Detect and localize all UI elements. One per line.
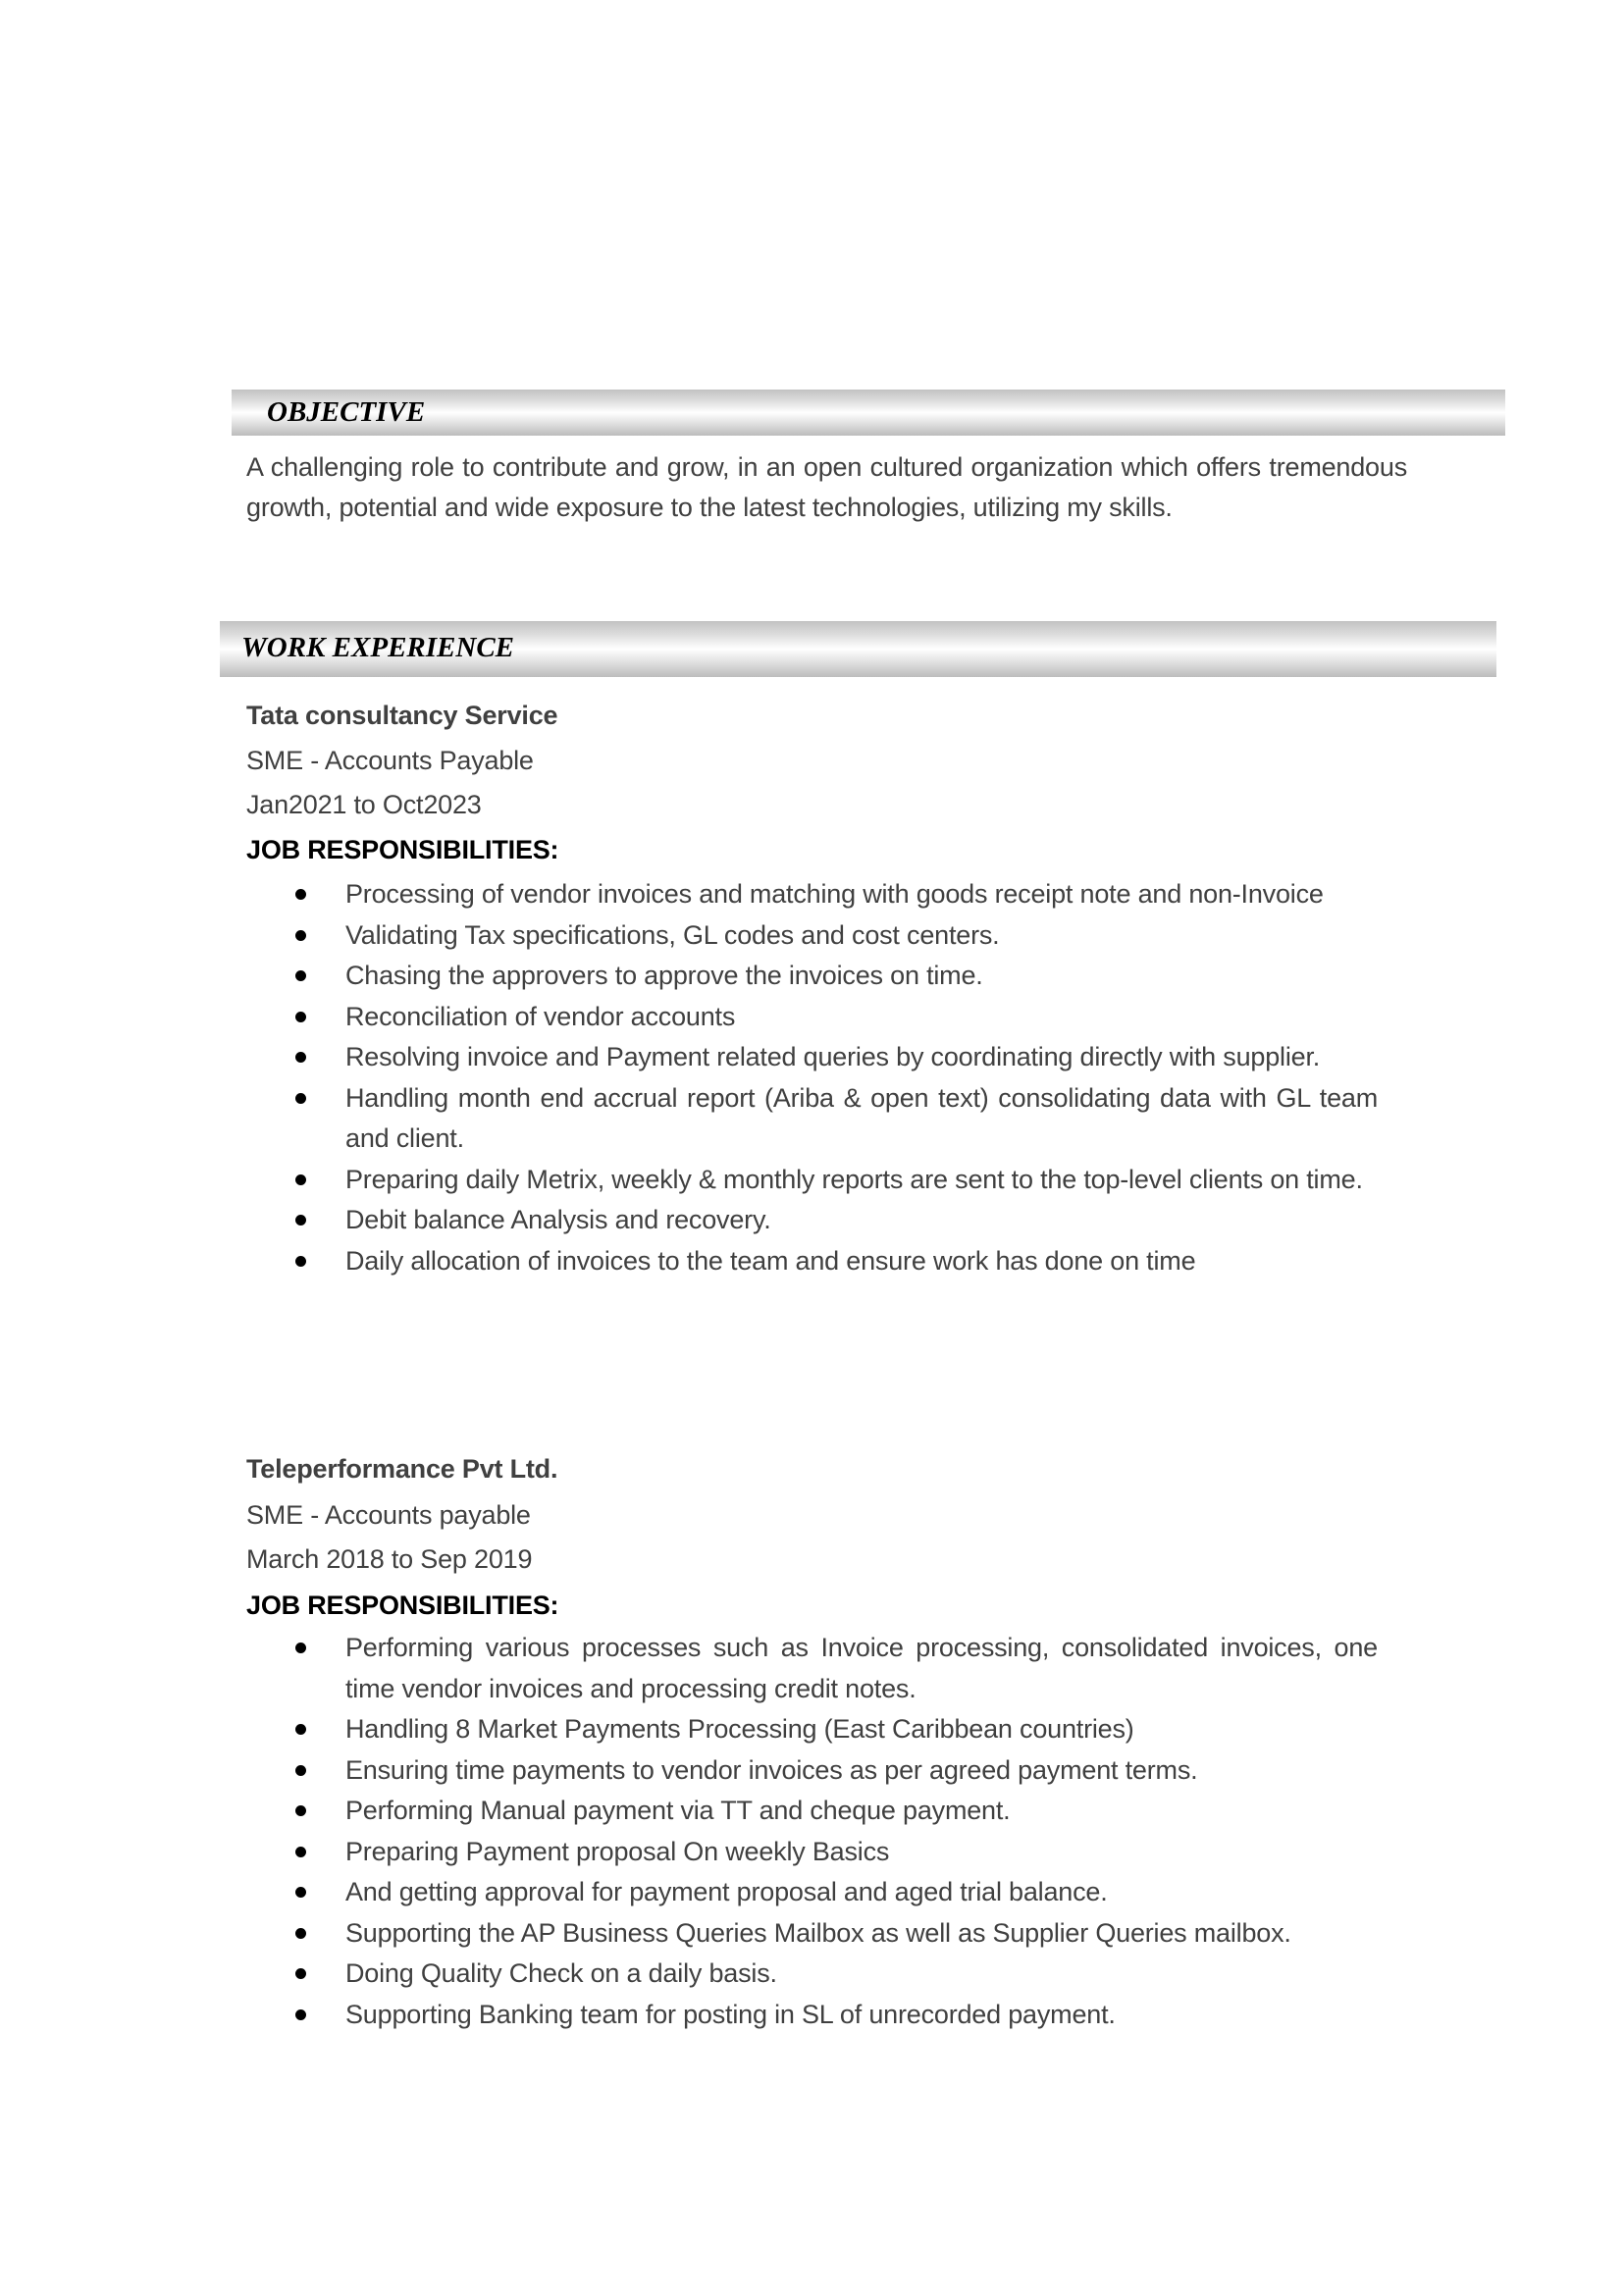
bullet-icon bbox=[295, 1765, 306, 1776]
responsibility-text: Ensuring time payments to vendor invoices as per agreed payment terms. bbox=[345, 1754, 1198, 1785]
bullet-icon bbox=[295, 1174, 306, 1185]
bullet-icon bbox=[295, 970, 306, 981]
work-experience-title: WORK EXPERIENCE bbox=[241, 632, 515, 663]
responsibility-item bbox=[288, 1078, 1378, 1160]
responsibility-item bbox=[288, 915, 1378, 957]
responsibility-text: Processing of vendor invoices and matching with goods receipt note and non-Invoice bbox=[345, 879, 1324, 909]
job-role: SME - Accounts payable bbox=[246, 1500, 531, 1530]
responsibility-item bbox=[288, 1160, 1378, 1201]
objective-text: A challenging role to contribute and grow, in an open cultured organization which offers tremendous growth, potential and wide exposure to the latest technologies, utilizing my skills. bbox=[246, 452, 1407, 522]
responsibility-text: Supporting the AP Business Queries Mailbox as well as Supplier Queries mailbox. bbox=[345, 1917, 1291, 1948]
bullet-icon bbox=[295, 1256, 306, 1267]
work-experience-section-header bbox=[220, 621, 1496, 677]
bullet-icon bbox=[295, 1805, 306, 1816]
bullet-icon bbox=[295, 1643, 306, 1653]
job-responsibilities-heading: JOB RESPONSIBILITIES: bbox=[246, 835, 559, 864]
responsibility-text: Preparing Payment proposal On weekly Basics bbox=[345, 1836, 890, 1866]
responsibility-item bbox=[288, 1241, 1378, 1282]
bullet-icon bbox=[295, 889, 306, 900]
job-role: SME - Accounts Payable bbox=[246, 746, 534, 775]
job-period: Jan2021 to Oct2023 bbox=[246, 790, 482, 819]
responsibility-text: Handling 8 Market Payments Processing (East Caribbean countries) bbox=[345, 1714, 1134, 1744]
responsibility-item bbox=[288, 1872, 1378, 1913]
responsibility-text: Validating Tax specifications, GL codes and cost centers. bbox=[345, 919, 1000, 950]
bullet-icon bbox=[295, 1847, 306, 1857]
responsibility-item bbox=[288, 1832, 1378, 1873]
responsibility-text: Reconciliation of vendor accounts bbox=[345, 1001, 736, 1031]
bullet-icon bbox=[295, 1012, 306, 1022]
job-company: Tata consultancy Service bbox=[246, 701, 558, 730]
responsibility-text: And getting approval for payment proposal and aged trial balance. bbox=[345, 1877, 1108, 1906]
responsibility-text: Doing Quality Check on a daily basis. bbox=[345, 1958, 777, 1988]
responsibility-item bbox=[288, 1913, 1378, 1955]
responsibility-text: Preparing daily Metrix, weekly & monthly reports are sent to the top-level clients on time. bbox=[345, 1164, 1363, 1194]
job-responsibilities-heading: JOB RESPONSIBILITIES: bbox=[246, 1591, 559, 1620]
responsibility-text: Resolving invoice and Payment related queries by coordinating directly with supplier. bbox=[345, 1042, 1321, 1071]
responsibility-text: Chasing the approvers to approve the invoices on time. bbox=[345, 961, 983, 990]
job-company: Teleperformance Pvt Ltd. bbox=[246, 1454, 558, 1484]
responsibility-item bbox=[288, 1954, 1378, 1995]
objective-title: OBJECTIVE bbox=[267, 396, 426, 428]
responsibility-text: Daily allocation of invoices to the team and ensure work has done on time bbox=[345, 1245, 1196, 1276]
bullet-icon bbox=[295, 2009, 306, 2020]
objective-section-header bbox=[232, 390, 1505, 436]
bullet-icon bbox=[295, 1968, 306, 1979]
responsibility-text: Handling month end accrual report (Ariba & open text) consolidating data with GL team and client. bbox=[345, 1082, 1378, 1153]
bullet-icon bbox=[295, 1724, 306, 1735]
job-responsibilities-list bbox=[288, 1628, 1378, 2035]
responsibility-text: Supporting Banking team for posting in SL of unrecorded payment. bbox=[345, 1999, 1116, 2029]
responsibility-text: Performing various processes such as Invoice processing, consolidated invoices, one time vendor invoices and processing credit notes. bbox=[345, 1633, 1378, 1703]
responsibility-text: Debit balance Analysis and recovery. bbox=[345, 1205, 771, 1234]
job-period: March 2018 to Sep 2019 bbox=[246, 1544, 533, 1574]
bullet-icon bbox=[295, 1093, 306, 1104]
responsibility-item bbox=[288, 956, 1378, 997]
responsibility-item bbox=[288, 1037, 1378, 1078]
bullet-icon bbox=[295, 1887, 306, 1898]
bullet-icon bbox=[295, 1928, 306, 1939]
bullet-icon bbox=[295, 930, 306, 941]
responsibility-item bbox=[288, 874, 1378, 915]
responsibility-item bbox=[288, 1709, 1378, 1750]
responsibility-text: Performing Manual payment via TT and cheque payment. bbox=[345, 1796, 1011, 1825]
responsibility-item bbox=[288, 1995, 1378, 2036]
responsibility-item bbox=[288, 1791, 1378, 1832]
bullet-icon bbox=[295, 1215, 306, 1226]
responsibility-item bbox=[288, 1750, 1378, 1792]
responsibility-item bbox=[288, 1200, 1378, 1241]
responsibility-item bbox=[288, 1628, 1378, 1709]
job-responsibilities-list bbox=[288, 874, 1378, 1281]
responsibility-item bbox=[288, 997, 1378, 1038]
bullet-icon bbox=[295, 1052, 306, 1063]
